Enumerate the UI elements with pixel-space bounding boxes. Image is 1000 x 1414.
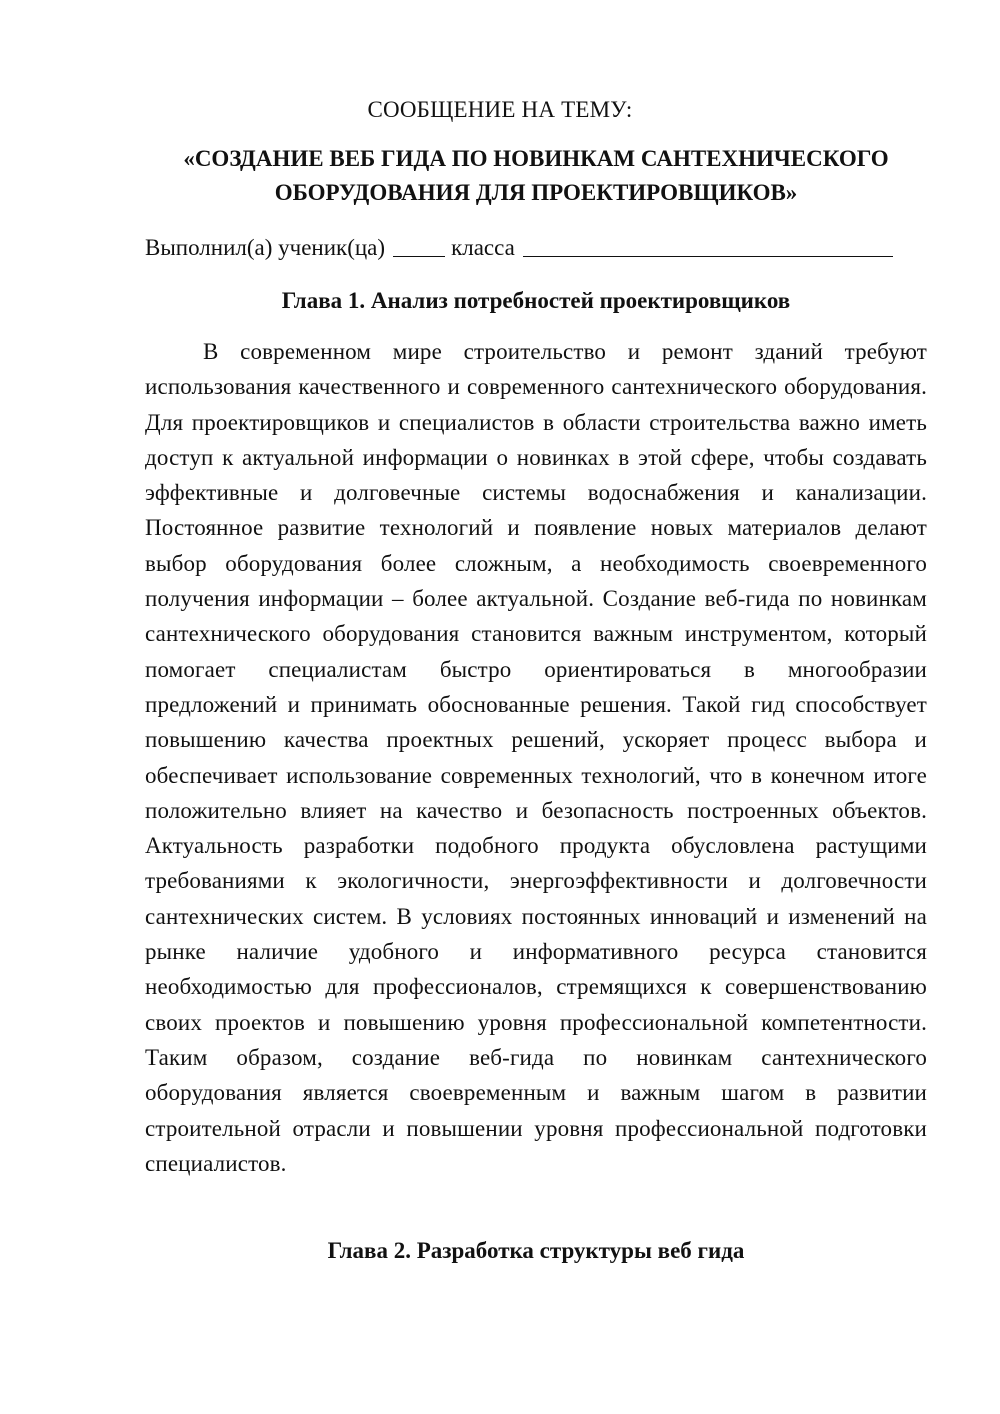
name-blank bbox=[523, 234, 893, 257]
chapter-1-paragraph: В современном мире строительство и ремонт зданий требуют использования качественного и современного сантехнического оборудования. Для проектировщиков и специалистов в области строительства важно иметь доступ к актуальной информации о новинках в этой сфере, чтобы создавать эффективные и долговечные системы водоснабжения и канализации. Постоянное развитие технологий и появление новых материалов делают выбор оборудования более сложным, а необходимость своевременного получения информации – более актуальной. Создание веб-гида по новинкам сантехнического оборудования становится важным инструментом, который помогает специалистам быстро ориентироваться в многообразии предложений и принимать обоснованные решения. Такой гид способствует повышению качества проектных решений, ускоряет процесс выбора и обеспечивает использование современных технологий, что в конечном итоге положительно влияет на качество и безопасность построенных объектов. Актуальность разработки подобного продукта обусловлена растущими требованиями к экологичности, энергоэффективности и долговечности сантехнических систем. В условиях постоянных инноваций и изменений на рынке наличие удобного и информативного ресурса становится необходимостью для профессионалов, стремящихся к совершенствованию своих проектов и повышению уровня профессиональной компетентности. Таким образом, создание веб-гида по новинкам сантехнического оборудования является своевременным и важным шагом в развитии строительной отрасли и повышении уровня профессиональной подготовки специалистов. bbox=[145, 339, 927, 1176]
author-line bbox=[145, 232, 945, 263]
author-label: Выполнил(а) ученик(ца) bbox=[145, 235, 386, 260]
chapter-2-title: Глава 2. Разработка структуры веб гида bbox=[327, 1238, 745, 1263]
class-label: класса bbox=[451, 235, 515, 260]
chapter-1-title: Глава 1. Анализ потребностей проектировщиков bbox=[281, 288, 791, 313]
document-title: «СОЗДАНИЕ ВЕБ ГИДА ПО НОВИНКАМ САНТЕХНИЧЕСКОГО ОБОРУДОВАНИЯ ДЛЯ ПРОЕКТИРОВЩИКОВ» bbox=[183, 146, 889, 205]
grade-blank bbox=[393, 234, 445, 257]
topic-heading: СООБЩЕНИЕ НА ТЕМУ: bbox=[367, 97, 633, 122]
